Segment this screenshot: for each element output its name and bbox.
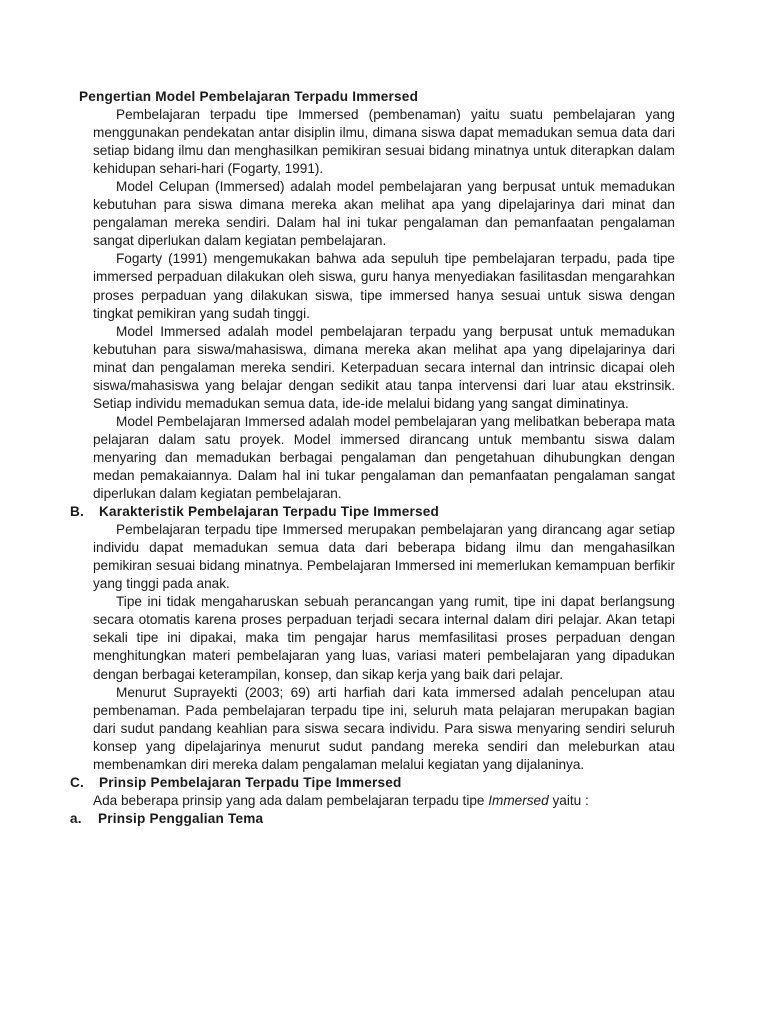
document-title: Pengertian Model Pembelajaran Terpadu Immersed [79, 89, 419, 104]
section-c-intro [70, 792, 675, 810]
section-b-paragraph-1: Pembelajaran terpadu tipe Immersed merupakan pembelajaran yang dirancang agar setiap individu dapat memadukan semua data dari beberapa bidang ilmu dan mengahasilkan pemikiran sesuai bidang minatnya. Pembelajaran Immersed ini memerlukan kemampuan berfikir yang tinggi pada anak. [93, 522, 675, 592]
intro-paragraph-3: Fogarty (1991) mengemukakan bahwa ada sepuluh tipe pembelajaran terpadu, pada tipe immersed perpaduan dilakukan oleh siswa, guru hanya menyediakan fasilitasdan mengarahkan proses perpaduan yang dilakukan siswa, tipe immersed hanya sesuai untuk siswa dengan tingkat pemikiran yang sudah tinggi. [93, 251, 675, 321]
section-c-intro-emphasis: Immersed [488, 792, 549, 808]
subsection-a-title: Prinsip Penggalian Tema [98, 810, 264, 826]
section-c-title: Prinsip Pembelajaran Terpadu Tipe Immersed [99, 774, 402, 790]
document-body [70, 88, 675, 828]
intro-paragraph-4: Model Immersed adalah model pembelajaran terpadu yang berpusat untuk memadukan kebutuhan para siswa/mahasiswa, dimana mereka akan melihat apa yang dipelajarinya dari minat dan pengalaman mereka sendiri. Keterpaduan secara internal dan intrinsic dicapai oleh siswa/mahasiswa yang belajar dengan sedikit atau tanpa intervensi dari luar atau ekstrinsik. Setiap individu memadukan semua data, ide-ide melalui bidang yang sangat diminatinya. [93, 323, 675, 411]
section-c-marker: C. [70, 774, 84, 790]
section-c-intro-text: Ada beberapa prinsip yang ada dalam pembelajaran terpadu tipe [93, 792, 489, 808]
intro-paragraph-1: Pembelajaran terpadu tipe Immersed (pembenaman) yaitu suatu pembelajaran yang menggunakan pendekatan antar disiplin ilmu, dimana siswa dapat memadukan semua data dari setiap bidang ilmu dan menghasilkan pemikiran sesuai bidang minatnya untuk diterapkan dalam kehidupan sehari-hari (Fogarty, 1991). [93, 107, 675, 177]
section-b-paragraph-3: Menurut Suprayekti (2003; 69) arti harfiah dari kata immersed adalah pencelupan atau pembenaman. Pada pembelajaran terpadu tipe ini, seluruh mata pelajaran merupakan bagian dari sudut pandang keahlian para siswa secara individu. Para siswa menyaring sendiri seluruh konsep yang dipelajarinya menurut sudut pandang mereka sendiri dan meleburkan atau membenamkan diri mereka dalam pengalaman melalui kegiatan yang dijalaninya. [93, 684, 675, 772]
subsection-a-heading [70, 810, 675, 828]
subsection-a-marker: a. [70, 810, 82, 826]
section-b-heading [70, 503, 675, 521]
section-c-intro-suffix: yaitu : [548, 792, 589, 808]
section-b-paragraph-2: Tipe ini tidak mengaharuskan sebuah perancangan yang rumit, tipe ini dapat berlangsung secara otomatis karena proses perpaduan terjadi secara internal dalam diri pelajar. Akan tetapi sekali tipe ini dipakai, maka tim pengajar harus memfasilitasi proses perpaduan dengan menghitungkan materi pembelajaran yang luas, variasi materi pembelajaran yang dipadukan dengan berbagai keterampilan, konsep, dan sikap kerja yang baik dari pelajar. [93, 594, 675, 682]
intro-paragraph-5: Model Pembelajaran Immersed adalah model pembelajaran yang melibatkan beberapa mata pelajaran dalam satu proyek. Model immersed dirancang untuk membantu siswa dalam menyaring dan memadukan berbagai pengalaman dan pengetahuan dihubungkan dengan medan pemakaiannya. Dalam hal ini tukar pengalaman dan pemanfaatan pengalaman sangat diperlukan dalam kegiatan pembelajaran. [93, 413, 675, 502]
section-b-marker: B. [70, 504, 84, 520]
section-c-heading [70, 774, 675, 792]
section-b-title: Karakteristik Pembelajaran Terpadu Tipe Immersed [99, 504, 440, 520]
intro-paragraph-2: Model Celupan (Immersed) adalah model pembelajaran yang berpusat untuk memadukan kebutuhan para siswa dimana mereka akan melihat apa yang dipelajarinya dari minat dan pengalaman mereka sendiri. Dalam hal ini tukar pengalaman dan pemanfaatan pengalaman sangat diperlukan dalam kegiatan pembelajaran. [93, 179, 675, 249]
